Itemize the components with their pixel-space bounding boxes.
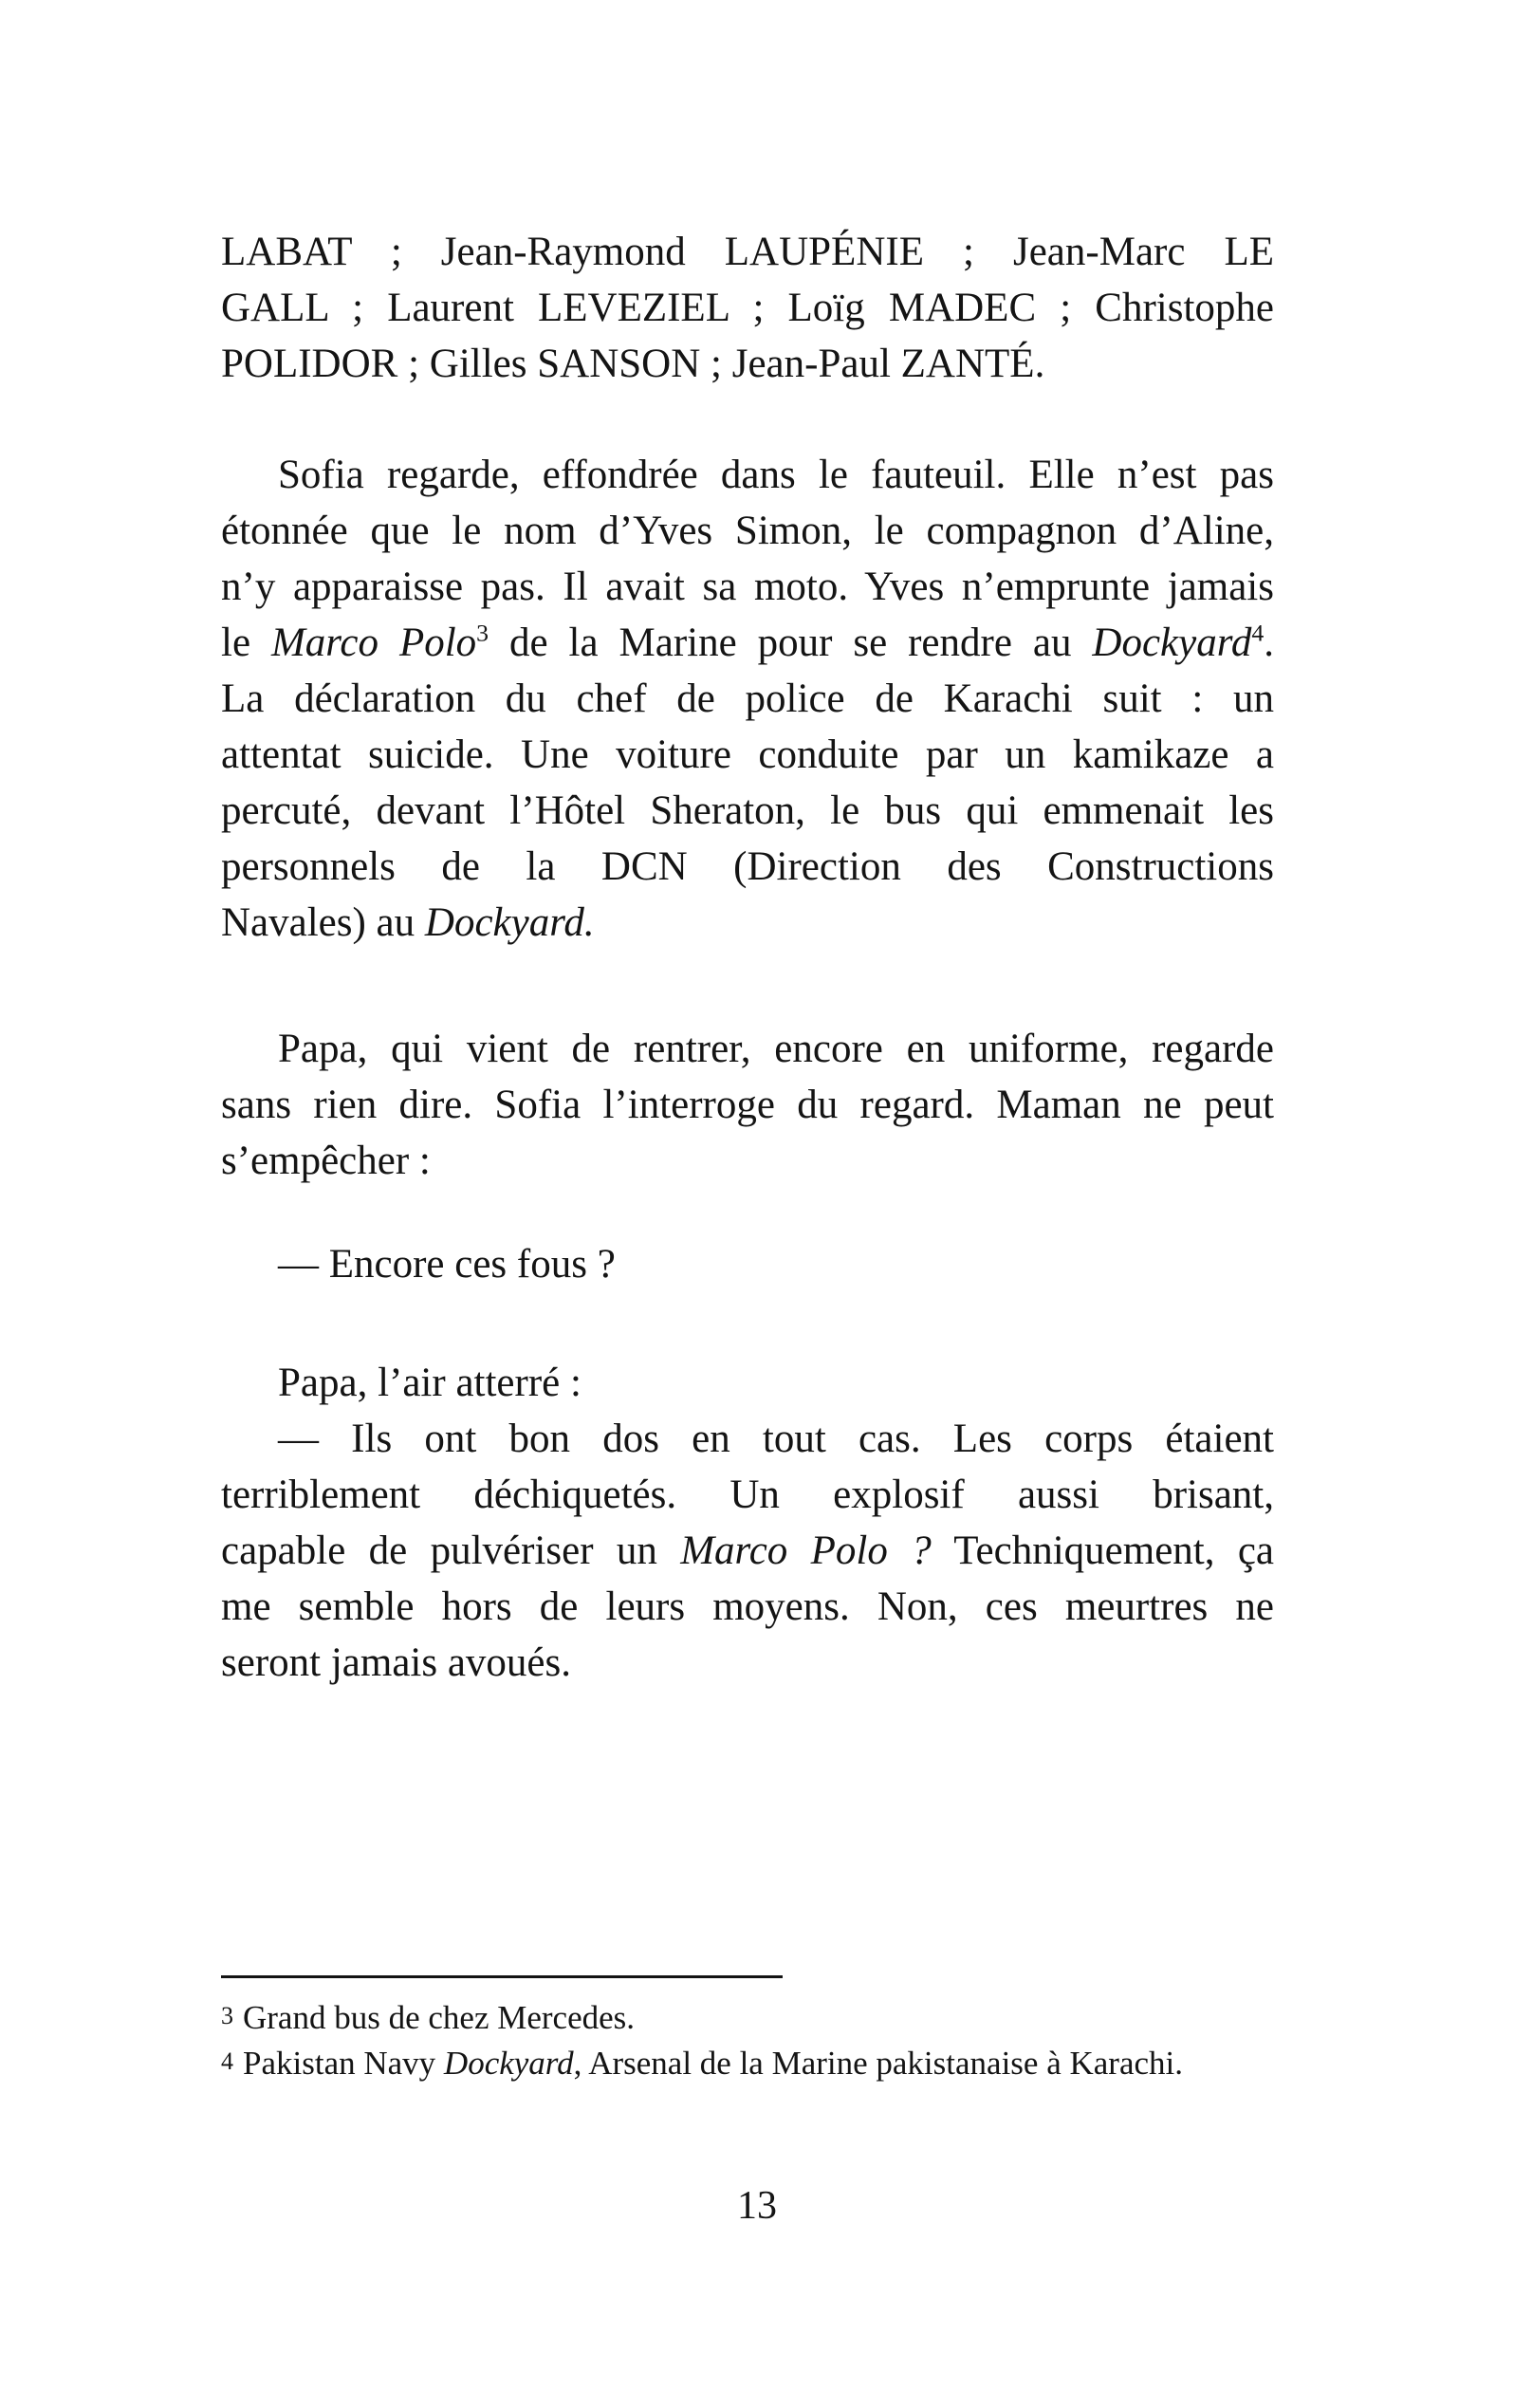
text-line: percuté, devant l’Hôtel Sheraton, le bus qui emmenait les: [221, 788, 1274, 833]
text-line: GALL ; Laurent LEVEZIEL ; Loïg MADEC ; Christophe: [221, 286, 1274, 330]
paragraph-papa: [221, 1021, 1274, 1189]
text-line: sans rien dire. Sofia l’interroge du regard. Maman ne peut: [221, 1083, 1274, 1127]
text-line: POLIDOR ; Gilles SANSON ; Jean-Paul ZANTÉ.: [221, 342, 1045, 386]
text-line: [221, 895, 1274, 951]
footnote-number: 4: [221, 2047, 233, 2075]
footnote-text: , Arsenal de la Marine pakistanaise à Karachi.: [573, 2045, 1183, 2082]
footnote-ref-3[interactable]: 3: [476, 619, 489, 647]
footnote-text: Pakistan Navy: [243, 2045, 444, 2082]
text-line: me semble hors de leurs moyens. Non, ces meurtres ne: [221, 1584, 1274, 1629]
footnote-separator: [221, 1975, 783, 1978]
text-run: .: [1264, 621, 1274, 665]
paragraph-dialogue-papa: [221, 1355, 1274, 1691]
text-line: étonnée que le nom d’Yves Simon, le compagnon d’Aline,: [221, 509, 1274, 553]
text-line: seront jamais avoués.: [221, 1640, 571, 1685]
footnote-number: 3: [221, 2002, 233, 2029]
text-line: Papa, qui vient de rentrer, encore en uniforme, regarde: [278, 1027, 1274, 1071]
text-line: personnels de la DCN (Direction des Constructions: [221, 844, 1274, 889]
text-run: de la Marine pour se rendre au: [489, 621, 1093, 665]
text-line: attentat suicide. Une voiture conduite par un kamikaze a: [221, 732, 1274, 777]
text-line: n’y apparaisse pas. Il avait sa moto. Yves n’emprunte jamais: [221, 565, 1274, 609]
paragraph-name-list: [221, 224, 1274, 392]
paragraph-sofia: [221, 447, 1274, 951]
italic-text: Marco Polo: [270, 621, 477, 665]
italic-text: Dockyard: [443, 2045, 574, 2082]
text-run: capable de pulvériser un: [221, 1528, 681, 1573]
text-line: — Ils ont bon dos en tout cas. Les corps étaient: [278, 1417, 1274, 1461]
text-line: [221, 615, 1274, 671]
text-line: LABAT ; Jean-Raymond LAUPÉNIE ; Jean-Marc LE: [221, 230, 1274, 274]
text-run: Navales) au: [221, 900, 425, 945]
footnote-4: [221, 2043, 1283, 2084]
text-line: Sofia regarde, effondrée dans le fauteuil. Elle n’est pas: [278, 453, 1274, 497]
footnote-ref-4[interactable]: 4: [1251, 619, 1265, 647]
italic-text: Dockyard: [1092, 621, 1252, 665]
text-line: [221, 1523, 1274, 1579]
text-run: Techniquement, ça: [931, 1528, 1274, 1573]
text-run: le: [221, 621, 271, 665]
footnote-text: Grand bus de chez Mercedes.: [243, 1999, 636, 2036]
text-line: terriblement déchiquetés. Un explosif aussi brisant,: [221, 1473, 1274, 1517]
italic-text: Marco Polo ?: [680, 1528, 932, 1573]
text-line: s’empêcher :: [221, 1139, 431, 1183]
text-line: Papa, l’air atterré :: [278, 1361, 582, 1405]
text-line: La déclaration du chef de police de Karachi suit : un: [221, 676, 1274, 721]
text-line: — Encore ces fous ?: [278, 1242, 616, 1287]
page-number: 13: [737, 2184, 777, 2228]
paragraph-dialogue-maman: [221, 1236, 1274, 1292]
footnote-3: [221, 1997, 1283, 2039]
italic-text: Dockyard.: [424, 900, 595, 945]
